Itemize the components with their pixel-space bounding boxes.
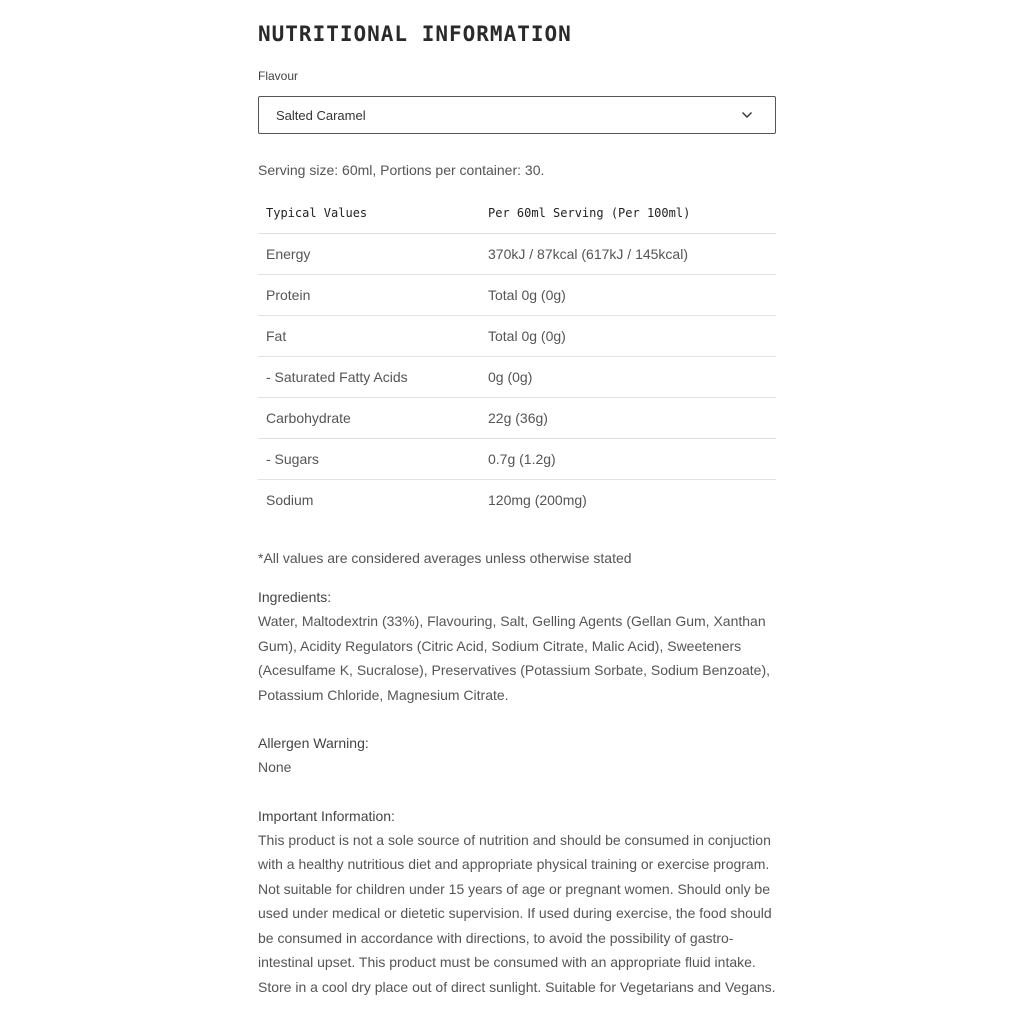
table-row <box>258 357 776 398</box>
page-title: NUTRITIONAL INFORMATION <box>258 22 572 46</box>
nutrient-name: Fat <box>258 316 480 357</box>
chevron-down-icon <box>741 109 753 121</box>
table-row <box>258 234 776 275</box>
nutrient-value: 120mg (200mg) <box>488 492 587 508</box>
nutrition-panel <box>258 20 778 999</box>
nutrient-value: Total 0g (0g) <box>480 316 776 357</box>
table-row <box>258 480 776 521</box>
important-info-body: This product is not a sole source of nutrition and should be consumed in conjuction with a healthy nutritious diet and appropriate physical training or exercise program. Not suitable for children under 15 years of age or pregnant women. Should only be used under medical or dietetic supervision. If used during exercise, the food should be consumed in accordance with directions, to avoid the possibility of gastro-intestinal upset. This product must be consumed with an appropriate fluid intake. Store in a cool dry place out of direct sunlight. Suitable for Vegetarians and Vegans. <box>258 831 776 995</box>
table-row <box>258 316 776 357</box>
nutrient-name: Protein <box>258 275 480 316</box>
nutrient-name: - Saturated Fatty Acids <box>258 357 480 398</box>
header-typical-values: Typical Values <box>258 193 480 234</box>
allergen-title: Allergen Warning: <box>258 735 369 751</box>
important-info-section <box>258 804 778 1000</box>
nutrient-value: 370kJ / 87kcal (617kJ / 145kcal) <box>480 234 776 275</box>
ingredients-body: Water, Maltodextrin (33%), Flavouring, Salt, Gelling Agents (Gellan Gum, Xanthan Gum), Acidity Regulators (Citric Acid, Sodium Citrate, Malic Acid), Sweeteners (Acesulfame K, Sucralose), Preservatives (Potassium Sorbate, Sodium Benzoate), Potassium Chloride, Magnesium Citrate. <box>258 613 770 703</box>
table-row <box>258 398 776 439</box>
table-row <box>258 275 776 316</box>
averages-note: *All values are considered averages unless otherwise stated <box>258 550 632 566</box>
flavour-select[interactable] <box>258 96 776 134</box>
flavour-selected-value: Salted Caramel <box>276 108 366 123</box>
header-per-serving: Per 60ml Serving (Per 100ml) <box>480 193 776 234</box>
important-info-title: Important Information: <box>258 807 395 824</box>
nutrient-name: - Sugars <box>258 439 480 480</box>
nutrient-value: Total 0g (0g) <box>480 275 776 316</box>
ingredients-title: Ingredients: <box>258 589 332 605</box>
nutrient-value: 0.7g (1.2g) <box>480 439 776 480</box>
serving-info: Serving size: 60ml, Portions per container: 30. <box>258 162 545 178</box>
nutrition-table <box>258 193 776 520</box>
nutrient-value: 22g (36g) <box>480 398 776 439</box>
flavour-label: Flavour <box>258 69 299 83</box>
nutrient-name: Carbohydrate <box>258 398 480 439</box>
ingredients-section <box>258 585 778 707</box>
nutrient-value: 0g (0g) <box>480 357 776 398</box>
nutrient-name: Sodium <box>266 492 314 508</box>
nutrient-name: Energy <box>258 234 480 275</box>
allergen-section <box>258 731 778 780</box>
table-row <box>258 439 776 480</box>
allergen-body: None <box>258 759 292 775</box>
table-header-row <box>258 193 776 234</box>
